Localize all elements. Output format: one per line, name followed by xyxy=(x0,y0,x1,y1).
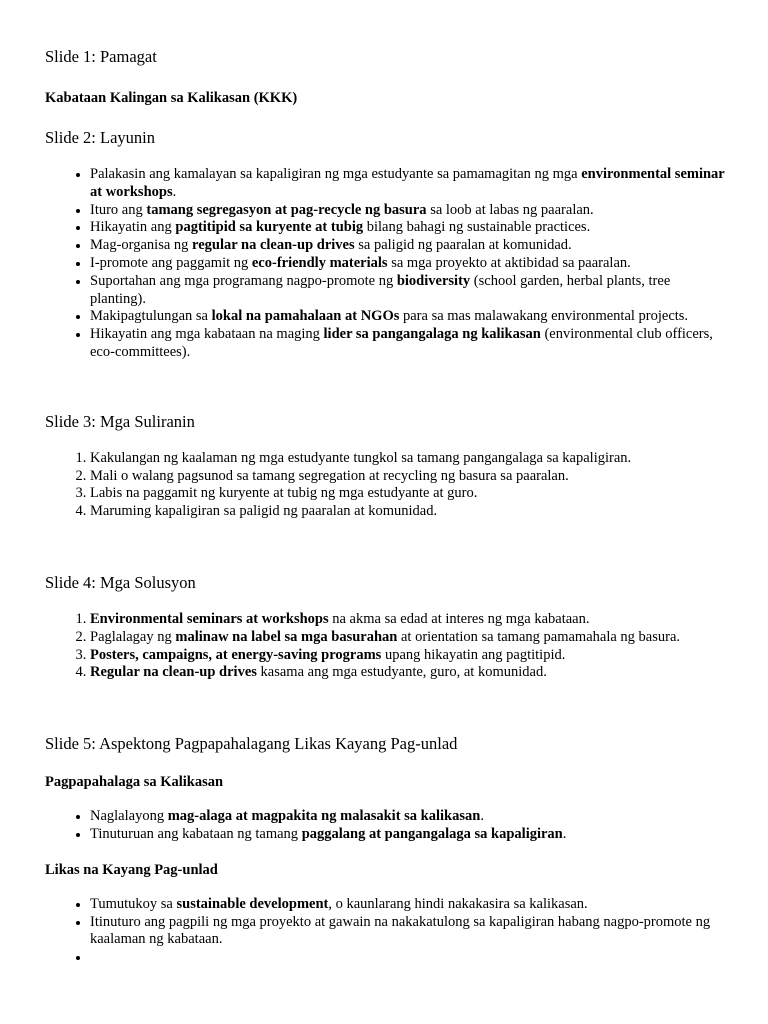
slide2-list xyxy=(45,166,725,362)
bold-text: biodiversity xyxy=(396,272,471,289)
list-item xyxy=(90,808,725,826)
text: Tinuturuan ang kabataan ng tamang xyxy=(90,825,302,842)
text: para sa mas malawakang environmental projects. xyxy=(399,308,689,325)
text: Naglalayong xyxy=(90,808,168,825)
list-item xyxy=(90,202,725,220)
bold-text: environmental seminar at workshops xyxy=(90,166,725,200)
bold-text: pagtitipid sa kuryente at tubig xyxy=(175,219,364,236)
list-item xyxy=(90,237,725,255)
text: (environmental club officers, eco-committees). xyxy=(90,326,713,360)
list-item xyxy=(90,611,725,629)
slide2-title: Slide 2: Layunin xyxy=(45,128,155,147)
text: Mag-organisa ng xyxy=(90,237,193,254)
bold-text: malinaw na label sa mga basurahan xyxy=(175,628,398,645)
text: sa loob at labas ng paaralan. xyxy=(426,201,594,218)
slide5-title: Slide 5: Aspektong Pagpapahalagang Likas Kayang Pag-unlad xyxy=(45,734,458,754)
list-item xyxy=(90,826,725,844)
text: (school garden, herbal plants, tree planting). xyxy=(90,272,671,307)
bold-text: lider sa pangangalaga ng kalikasan xyxy=(323,326,541,343)
bold-text: mag-alaga at magpakita ng malasakit sa kalikasan xyxy=(167,808,481,825)
list-item xyxy=(90,273,725,309)
text: , o kaunlarang hindi nakakasira sa kalikasan. xyxy=(328,895,588,912)
list-item xyxy=(90,219,725,237)
list-item: 4. Maruming kapaligiran sa paligid ng paaralan at komunidad. xyxy=(90,503,725,521)
text: bilang bahagi ng sustainable practices. xyxy=(363,219,591,236)
text: Itinuturo ang pagpili ng mga proyekto at gawain na nakakatulong sa kapaligiran habang nagpo-promote ng kaalaman ng kabataan. xyxy=(90,913,711,948)
text: Makipagtulungan sa xyxy=(90,308,212,325)
list-item xyxy=(90,326,725,362)
bold-text: Regular na clean-up drives xyxy=(90,664,257,681)
slide1-title: Slide 1: Pamagat xyxy=(45,47,157,66)
text: . xyxy=(562,825,567,842)
slide4-list xyxy=(45,611,725,682)
bold-text: eco-friendly materials xyxy=(251,254,388,271)
bold-text: paggalang at pangangalaga sa kapaligiran xyxy=(301,825,563,842)
text: at orientation sa tamang pamamahala ng basura. xyxy=(397,628,681,645)
list-item xyxy=(90,166,725,202)
list-item: 1. Kakulangan ng kaalaman ng mga estudyante tungkol sa tamang pangangalaga sa kapaligiran. xyxy=(90,450,725,468)
list-item xyxy=(90,308,725,326)
list-item xyxy=(90,629,725,647)
bold-text: Posters, campaigns, at energy-saving programs xyxy=(90,646,382,663)
document-body xyxy=(45,40,725,967)
list-item: 3. Labis na paggamit ng kuryente at tubig ng mga estudyante at guro. xyxy=(90,485,725,503)
slide5-subheading-2: Likas na Kayang Pag-unlad xyxy=(45,861,218,878)
bold-text: sustainable development xyxy=(176,895,329,912)
list-item xyxy=(90,664,725,682)
slide4-title: Slide 4: Mga Solusyon xyxy=(45,572,196,592)
list-item xyxy=(90,914,725,950)
bold-text: lokal na pamahalaan at NGOs xyxy=(211,308,400,325)
bold-text: tamang segregasyon at pag-recycle ng basura xyxy=(146,201,427,218)
text: Hikayatin ang mga kabataan na maging xyxy=(90,326,324,343)
text: I-promote ang paggamit ng xyxy=(90,254,252,271)
text: Suportahan ang mga programang nagpo-promote ng xyxy=(90,272,397,289)
bold-text: regular na clean-up drives xyxy=(192,237,355,254)
text: upang hikayatin ang pagtitipid. xyxy=(381,646,566,663)
list-item xyxy=(90,949,725,967)
text: Hikayatin ang xyxy=(90,219,176,236)
text: na akma sa edad at interes ng mga kabataan. xyxy=(328,610,590,627)
list-item xyxy=(90,896,725,914)
slide5-list-1 xyxy=(45,808,725,844)
slide3-list xyxy=(45,450,725,521)
text: . xyxy=(172,183,177,200)
slide3-title: Slide 3: Mga Suliranin xyxy=(45,411,195,431)
list-item: 2. Mali o walang pagsunod sa tamang segregation at recycling ng basura sa paaralan. xyxy=(90,468,725,486)
text: . xyxy=(480,808,484,825)
list-item xyxy=(90,647,725,665)
text: sa paligid ng paaralan at komunidad. xyxy=(354,237,572,254)
bold-text: Environmental seminars at workshops xyxy=(90,610,329,627)
text: Tumutukoy sa xyxy=(90,895,177,912)
text: Ituro ang xyxy=(90,201,147,218)
slide5-subheading-1: Pagpapahalaga sa Kalikasan xyxy=(45,774,224,791)
list-item xyxy=(90,255,725,273)
slide5-list-2 xyxy=(45,896,725,967)
text: sa mga proyekto at aktibidad sa paaralan. xyxy=(387,254,631,271)
text: Paglalagay ng xyxy=(90,628,176,645)
slide1-subtitle: Kabataan Kalingan sa Kalikasan (KKK) xyxy=(45,90,298,106)
text: kasama ang mga estudyante, guro, at komunidad. xyxy=(256,664,547,681)
text: Palakasin ang kamalayan sa kapaligiran ng mga estudyante sa pamamagitan ng mga xyxy=(90,166,582,182)
